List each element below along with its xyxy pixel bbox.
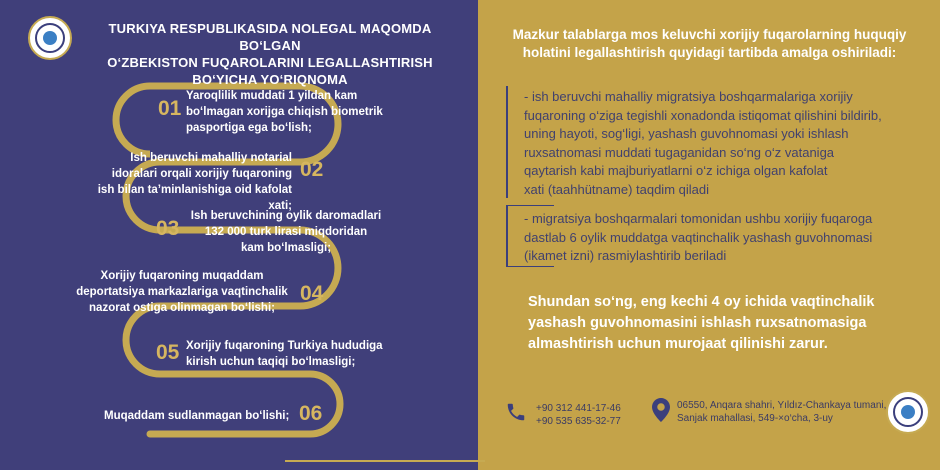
step-05-line: Xorijiy fuqaroning Turkiya hududiga	[186, 340, 383, 352]
step-03-line: 132 000 turk lirasi miqdoridan	[204, 226, 368, 238]
phone-number-2[interactable]: +90 535 635-32-77	[536, 416, 621, 427]
step-01-line: pasportiga ega bo‘lish;	[186, 122, 312, 134]
step-text-01	[186, 88, 383, 136]
address-line-1: 06550, Anqara shahri, Yıldız-Chankaya tumani,	[677, 400, 887, 411]
location-pin-icon	[652, 398, 670, 422]
final-line: almashtirish uchun murojaat qilinishi zarur.	[528, 336, 828, 352]
phone-icon	[505, 400, 527, 424]
step-04-line: nazorat ostiga olinmagan bo‘lishi;	[89, 302, 275, 314]
step-02-line: ish bilan ta’minlanishiga oid kafolat xati;	[97, 184, 292, 212]
final-line: yashash guvohnomasini ishlash ruxsatnomasiga	[528, 315, 867, 331]
left-title-line-1: TURKIYA RESPUBLIKASIDA NOLEGAL MAQOMDA BO‘LGAN	[108, 21, 432, 53]
emblem-icon	[43, 31, 57, 45]
para-1-line: xati (taahhütname) taqdim qiladi	[524, 181, 709, 197]
step-02-line: Ish beruvchi mahalliy notarial	[130, 152, 292, 164]
right-title	[497, 26, 922, 62]
para-1-line: ruxsatnomasi muddati tugaganidan so‘ng o‘z vataniga	[524, 144, 835, 160]
step-text-02	[82, 150, 292, 214]
step-02-line: idoralari orqali xorijiy fuqaroning	[111, 168, 292, 180]
separator-line-2	[506, 266, 554, 267]
paragraph-2	[524, 210, 924, 266]
emblem-logo	[28, 16, 72, 60]
step-number-06: 06	[299, 402, 323, 425]
phone-numbers	[536, 402, 621, 428]
step-text-04	[72, 268, 292, 316]
final-line: Shundan so‘ng, eng kechi 4 oy ichida vaqtinchalik	[528, 294, 875, 310]
para-2-line: (ikamet izni) rasmiylashtirib beriladi	[524, 248, 727, 263]
step-04-line: deportatsiya markazlariga vaqtinchalik	[76, 286, 288, 298]
step-text-05	[186, 338, 383, 370]
paragraph-1-bar	[506, 86, 508, 198]
para-1-line: qaytarish kabi majburiyatlarni o‘z ichiga olgan kafolat	[524, 163, 828, 178]
right-title-line-1: Mazkur talablarga mos keluvchi xorijiy fuqarolarning huquqiy	[512, 27, 907, 42]
para-1-line: fuqaroning o‘ziga tegishli xonadonda istiqomat qilishini bildirib,	[524, 107, 882, 123]
paragraph-1	[524, 88, 924, 199]
step-number-01: 01	[158, 97, 182, 120]
para-1-line: uning hayoti, sog‘ligi, yashash guvohnomasi yoki ishlash	[524, 126, 849, 141]
step-number-04: 04	[300, 282, 324, 305]
left-title	[92, 20, 448, 88]
step-number-03: 03	[156, 217, 180, 240]
para-2-line: dastlab 6 oylik muddatga vaqtinchalik yashash guvohnomasi	[524, 229, 873, 245]
final-statement	[528, 292, 908, 355]
step-text-06	[104, 408, 289, 424]
step-06-line: Muqaddam sudlanmagan bo‘lishi;	[104, 410, 290, 422]
step-04-line: Xorijiy fuqaroning muqaddam	[100, 270, 264, 282]
paragraph-2-bar	[506, 206, 508, 266]
step-01-line: Yaroqlilik muddati 1 yildan kam	[186, 90, 358, 102]
step-03-line: kam bo‘lmasligi;	[240, 242, 332, 254]
para-1-line: - ish beruvchi mahalliy migratsiya boshqarmalariga xorijiy	[524, 89, 853, 104]
address	[677, 399, 886, 425]
left-title-line-2: O‘ZBEKISTON FUQAROLARINI LEGALLASHTIRISH BO‘YICHA YO‘RIQNOMA	[107, 55, 433, 87]
step-03-line: Ish beruvchining oylik daromadlari	[190, 210, 382, 222]
step-number-05: 05	[156, 341, 180, 364]
step-number-02: 02	[300, 158, 324, 181]
step-05-line: kirish uchun taqiqi bo‘lmasligi;	[186, 356, 356, 368]
separator-line	[506, 205, 554, 206]
emblem-logo-right	[886, 390, 930, 434]
right-title-line-2: holatini legallashtirish quyidagi tartibda amalga oshiriladi:	[522, 45, 897, 60]
phone-number-1[interactable]: +90 312 441-17-46	[536, 403, 621, 414]
emblem-icon	[901, 405, 915, 419]
para-2-line: - migratsiya boshqarmalari tomonidan ushbu xorijiy fuqaroga	[524, 211, 873, 226]
step-text-03	[186, 208, 386, 256]
bottom-accent-line	[285, 460, 485, 462]
step-01-line: bo‘lmagan xorijga chiqish biometrik	[186, 106, 383, 118]
address-line-2: Sanjak mahallasi, 549-×o‘cha, 3-uy	[677, 413, 833, 424]
